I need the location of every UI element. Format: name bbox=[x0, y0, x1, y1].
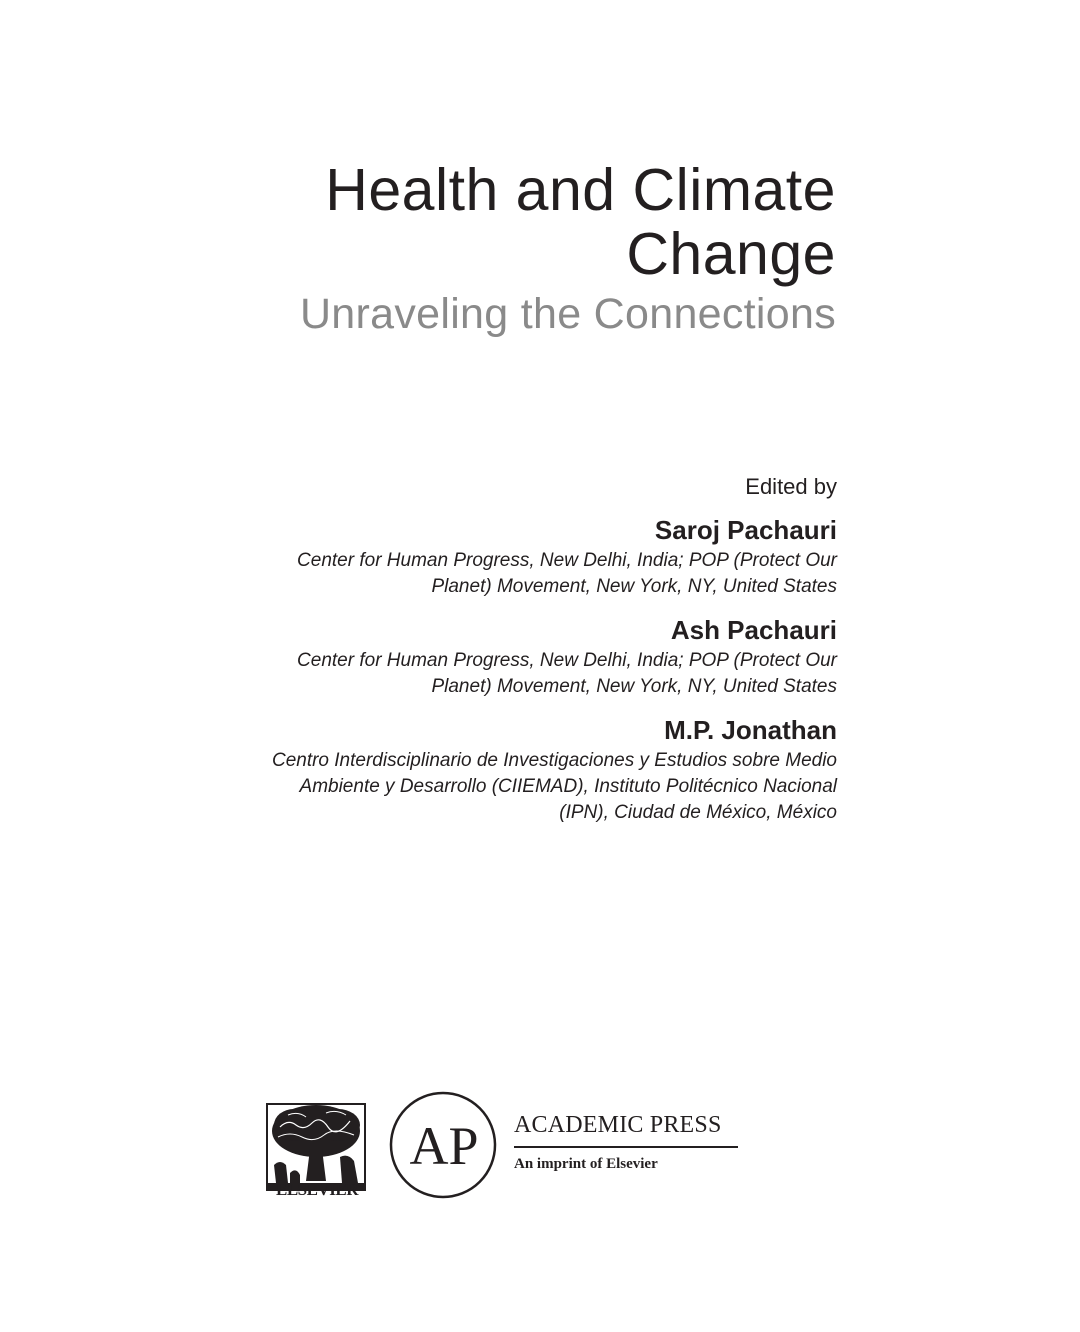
affiliation-line: Planet) Movement, New York, NY, United States bbox=[431, 676, 837, 697]
academic-press-name: ACADEMIC PRESS bbox=[514, 1112, 722, 1138]
editor-affiliation bbox=[137, 648, 837, 700]
editors-block bbox=[137, 470, 837, 826]
editor-name: Saroj Pachauri bbox=[654, 515, 837, 545]
editor-name: Ash Pachauri bbox=[670, 615, 837, 645]
elsevier-wordmark: ELSEVIER bbox=[276, 1180, 358, 1199]
press-divider bbox=[514, 1146, 738, 1148]
affiliation-line: (IPN), Ciudad de México, México bbox=[559, 802, 837, 823]
book-subtitle: Unraveling the Connections bbox=[299, 290, 836, 338]
editor-affiliation bbox=[137, 748, 837, 826]
imprint-text: An imprint of Elsevier bbox=[514, 1156, 658, 1172]
affiliation-line: Ambiente y Desarrollo (CIIEMAD), Instituto Politécnico Nacional bbox=[299, 776, 837, 797]
publisher-logos bbox=[262, 1088, 762, 1218]
book-title-line-1: Health and Climate bbox=[325, 157, 836, 223]
book-title-line-2: Change bbox=[626, 221, 836, 287]
affiliation-line: Center for Human Progress, New Delhi, India; POP (Protect Our bbox=[297, 550, 837, 571]
title-block bbox=[136, 158, 836, 342]
svg-text:AP: AP bbox=[409, 1116, 479, 1176]
affiliation-line: Centro Interdisciplinario de Investigaciones y Estudios sobre Medio bbox=[271, 750, 837, 771]
editor-affiliation bbox=[137, 548, 837, 600]
edited-by-label: Edited by bbox=[745, 474, 837, 499]
academic-press-ap-logo bbox=[388, 1090, 498, 1200]
affiliation-line: Planet) Movement, New York, NY, United States bbox=[431, 576, 837, 597]
affiliation-line: Center for Human Progress, New Delhi, India; POP (Protect Our bbox=[297, 650, 837, 671]
editor-name: M.P. Jonathan bbox=[664, 715, 837, 745]
